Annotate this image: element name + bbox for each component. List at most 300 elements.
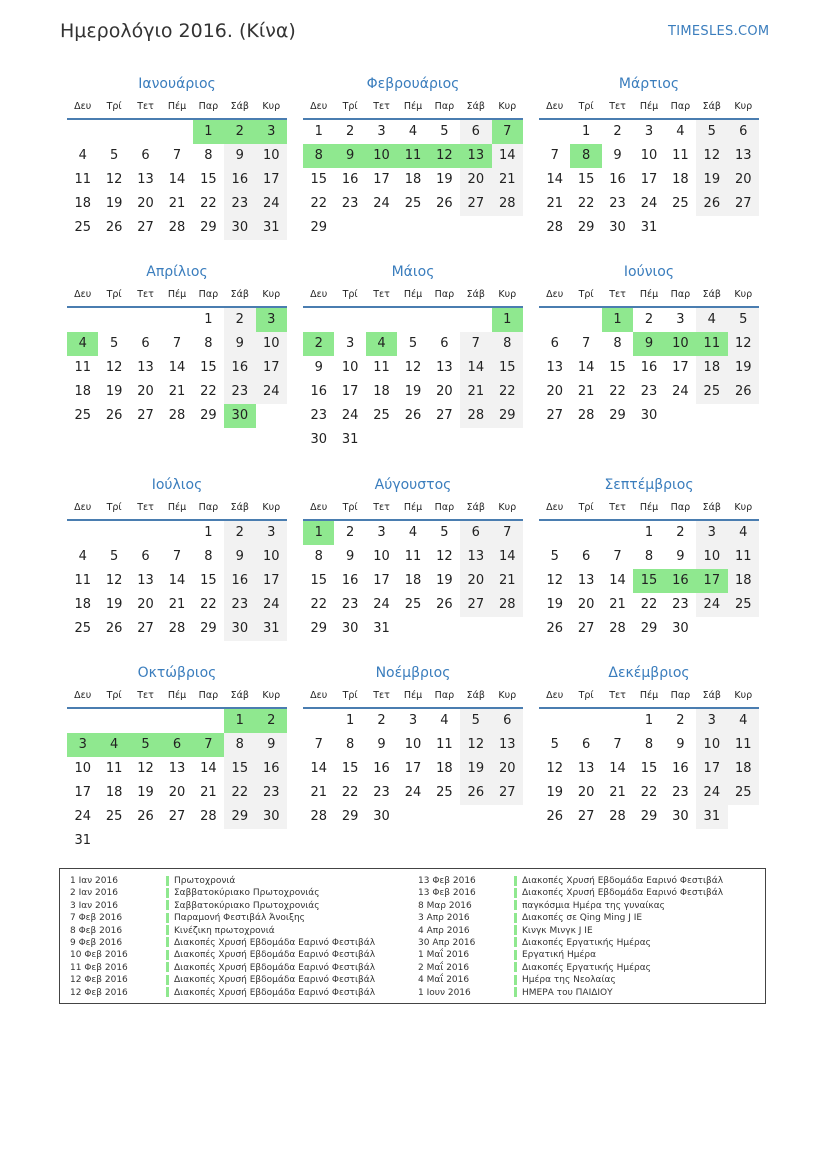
month-4 [67, 260, 287, 428]
day-cell: 12 [460, 733, 491, 757]
day-grid [539, 308, 759, 428]
day-cell: 22 [224, 781, 255, 805]
weekday-label: Σάβ [466, 289, 485, 300]
legend-date: 13 Φεβ 2016 [418, 888, 476, 899]
day-cell: 18 [436, 761, 453, 776]
day-cell: 29 [640, 621, 658, 636]
legend-holiday-name: Σαββατοκύριακο Πρωτοχρονιάς [174, 900, 320, 911]
weekday-label: Τετ [373, 289, 390, 300]
legend-row [418, 912, 723, 924]
day-cell: 4 [98, 733, 129, 757]
holiday-marker [166, 925, 169, 935]
legend-date: 13 Φεβ 2016 [418, 876, 476, 886]
day-cell: 8 [644, 549, 654, 564]
weekday-label: Παρ [434, 101, 455, 112]
day-cell: 4 [408, 124, 418, 139]
page-title: Ημερολόγιο 2016. (Κίνα) [60, 20, 296, 42]
day-cell: 23 [256, 781, 287, 805]
day-cell: 1 [204, 312, 213, 327]
day-cell: 10 [696, 545, 727, 569]
weekday-label: Σάβ [466, 101, 485, 112]
holiday-marker [514, 913, 517, 923]
day-cell: 27 [577, 809, 595, 824]
day-cell: 7 [193, 733, 224, 757]
day-cell: 26 [728, 380, 759, 404]
day-cell: 30 [672, 621, 689, 636]
day-cell: 20 [728, 168, 759, 192]
brand-link[interactable]: TIMESLES.COM [668, 24, 770, 39]
day-cell: 28 [168, 220, 186, 235]
legend-row [70, 987, 375, 999]
day-cell: 3 [377, 525, 386, 540]
weekday-label: Τετ [373, 101, 390, 112]
empty-cell [429, 308, 460, 332]
day-cell: 23 [672, 597, 689, 612]
day-cell: 22 [200, 597, 217, 612]
day-cell: 14 [609, 761, 626, 776]
day-cell: 7 [550, 148, 559, 163]
day-cell: 8 [345, 737, 355, 752]
weekday-label: Τετ [373, 690, 390, 701]
holiday-marker [166, 876, 169, 886]
legend-date: 12 Φεβ 2016 [70, 987, 128, 998]
weekday-label: Τρί [106, 502, 122, 513]
day-cell: 30 [640, 408, 658, 423]
day-cell: 8 [204, 148, 213, 163]
day-cell: 2 [224, 308, 255, 332]
day-cell: 18 [404, 573, 422, 588]
month-1 [67, 72, 287, 240]
day-cell: 14 [492, 144, 523, 168]
weekday-label: Σάβ [230, 289, 249, 300]
legend-holiday-name: παγκόσμια Ημέρα της γυναίκας [522, 900, 665, 911]
legend-row [418, 937, 723, 949]
day-grid [67, 709, 287, 853]
legend-row [418, 887, 723, 899]
weekday-label: Δευ [310, 502, 328, 513]
day-cell: 21 [168, 196, 186, 211]
day-cell: 28 [492, 192, 523, 216]
day-cell: 31 [640, 220, 658, 235]
day-cell: 18 [105, 785, 123, 800]
weekday-label: Πέμ [639, 289, 659, 300]
day-cell: 1 [492, 308, 523, 332]
weekday-label: Τρί [578, 690, 594, 701]
weekday-label: Κυρ [498, 690, 517, 701]
day-grid [303, 308, 523, 452]
weekday-header [67, 284, 287, 308]
day-cell: 29 [310, 621, 327, 636]
day-cell: 21 [609, 597, 626, 612]
legend-row [70, 912, 375, 924]
day-cell: 5 [440, 124, 449, 139]
month-3 [539, 72, 759, 240]
weekday-label: Τρί [342, 502, 358, 513]
empty-cell [303, 308, 334, 332]
day-cell: 14 [609, 573, 626, 588]
weekday-header [539, 96, 759, 120]
day-cell: 15 [310, 573, 327, 588]
day-grid [539, 709, 759, 829]
day-cell: 18 [728, 757, 759, 781]
weekday-label: Παρ [198, 690, 219, 701]
day-cell: 14 [168, 573, 186, 588]
day-cell: 7 [172, 549, 182, 564]
month-6 [539, 260, 759, 428]
day-cell: 12 [546, 573, 563, 588]
weekday-label: Πέμ [167, 289, 187, 300]
weekday-label: Πέμ [639, 502, 659, 513]
day-cell: 22 [577, 196, 595, 211]
weekday-header [67, 685, 287, 709]
day-cell: 17 [256, 356, 287, 380]
day-cell: 6 [550, 336, 559, 351]
day-cell: 29 [224, 805, 255, 829]
day-cell: 21 [492, 168, 523, 192]
day-cell: 3 [256, 120, 287, 144]
day-cell: 2 [303, 332, 334, 356]
day-cell: 6 [161, 733, 192, 757]
day-cell: 19 [460, 757, 491, 781]
day-cell: 15 [200, 172, 217, 187]
day-cell: 24 [256, 593, 287, 617]
day-cell: 9 [256, 733, 287, 757]
legend-holiday-name: Παραμονή Φεστιβάλ Άνοιξης [174, 913, 305, 924]
empty-cell [161, 709, 192, 733]
day-cell: 18 [74, 597, 91, 612]
day-cell: 27 [137, 621, 154, 636]
day-cell: 14 [577, 360, 595, 375]
day-cell: 10 [74, 761, 91, 776]
day-cell: 9 [224, 144, 255, 168]
day-cell: 26 [546, 621, 563, 636]
day-cell: 1 [204, 525, 213, 540]
legend-row [418, 949, 723, 961]
day-cell: 19 [436, 573, 453, 588]
weekday-header [539, 284, 759, 308]
legend-holiday-name: Διακοπές Χρυσή Εβδομάδα Εαρινό Φεστιβάλ [522, 888, 724, 899]
day-cell: 6 [581, 549, 591, 564]
empty-cell [539, 709, 570, 733]
day-cell: 7 [581, 336, 591, 351]
day-cell: 2 [345, 525, 355, 540]
day-cell: 4 [676, 124, 685, 139]
day-cell: 1 [644, 713, 654, 728]
day-cell: 6 [492, 709, 523, 733]
day-cell: 25 [404, 597, 422, 612]
day-cell: 23 [224, 380, 255, 404]
day-cell: 12 [546, 761, 563, 776]
day-cell: 31 [696, 805, 727, 829]
month-12 [539, 661, 759, 829]
day-cell: 16 [373, 761, 390, 776]
day-cell: 5 [109, 336, 119, 351]
day-cell: 24 [640, 196, 658, 211]
day-cell: 24 [256, 192, 287, 216]
month-7 [67, 473, 287, 641]
legend-date: 1 Ιαν 2016 [70, 876, 118, 886]
day-cell: 12 [404, 360, 422, 375]
day-cell: 29 [200, 408, 217, 423]
empty-cell [303, 709, 334, 733]
day-cell: 16 [256, 757, 287, 781]
day-cell: 11 [436, 737, 453, 752]
weekday-label: Τετ [373, 502, 390, 513]
day-cell: 16 [224, 168, 255, 192]
day-cell: 15 [609, 360, 626, 375]
day-cell: 13 [137, 172, 154, 187]
day-cell: 1 [644, 525, 654, 540]
day-cell: 27 [137, 220, 154, 235]
legend-holiday-name: Πρωτοχρονιά [174, 876, 236, 886]
day-cell: 22 [200, 384, 217, 399]
empty-cell [130, 120, 161, 144]
day-cell: 24 [672, 384, 689, 399]
day-cell: 25 [696, 380, 727, 404]
day-cell: 17 [74, 785, 91, 800]
month-name: Απρίλιος [146, 264, 208, 280]
legend-holiday-name: Διακοπές Χρυσή Εβδομάδα Εαρινό Φεστιβάλ [522, 876, 724, 886]
day-cell: 10 [341, 360, 359, 375]
day-cell: 19 [546, 785, 563, 800]
weekday-label: Κυρ [262, 690, 281, 701]
day-cell: 24 [696, 781, 727, 805]
day-cell: 18 [672, 172, 689, 187]
day-cell: 11 [74, 172, 91, 187]
day-cell: 13 [728, 144, 759, 168]
day-cell: 12 [105, 172, 123, 187]
day-cell: 18 [696, 356, 727, 380]
day-cell: 20 [436, 384, 453, 399]
legend-holiday-name: Διακοπές Εργατικής Ημέρας [522, 937, 651, 948]
month-9 [539, 473, 759, 641]
day-cell: 24 [373, 196, 390, 211]
day-cell: 8 [613, 336, 622, 351]
day-cell: 5 [460, 709, 491, 733]
day-cell: 21 [310, 785, 327, 800]
legend-row [70, 875, 375, 887]
day-cell: 19 [436, 172, 453, 187]
weekday-label: Πέμ [167, 690, 187, 701]
legend-row [70, 974, 375, 986]
legend-date: 9 Φεβ 2016 [70, 937, 123, 948]
day-cell: 1 [303, 521, 334, 545]
day-cell: 17 [672, 360, 689, 375]
weekday-label: Δευ [546, 502, 564, 513]
day-grid [67, 120, 287, 240]
weekday-label: Τετ [137, 502, 154, 513]
day-cell: 30 [373, 809, 390, 824]
month-name: Μάρτιος [618, 76, 680, 92]
day-cell: 3 [256, 308, 287, 332]
weekday-label: Δευ [546, 690, 564, 701]
day-cell: 25 [672, 196, 689, 211]
day-cell: 22 [640, 785, 658, 800]
day-cell: 1 [314, 124, 323, 139]
day-cell: 14 [200, 761, 217, 776]
weekday-label: Δευ [310, 289, 328, 300]
day-cell: 25 [105, 809, 123, 824]
legend-date: 11 Φεβ 2016 [70, 962, 128, 973]
day-cell: 4 [408, 525, 418, 540]
legend-holiday-name: ΗΜΕΡΑ του ΠΑΙΔΙΟΥ [522, 987, 613, 998]
weekday-header [303, 685, 523, 709]
weekday-label: Κυρ [498, 289, 517, 300]
day-cell: 22 [310, 597, 327, 612]
weekday-label: Πέμ [639, 690, 659, 701]
weekday-label: Παρ [434, 289, 455, 300]
day-cell: 24 [74, 809, 91, 824]
legend-holiday-name: Διακοπές Χρυσή Εβδομάδα Εαρινό Φεστιβάλ [174, 987, 376, 998]
day-cell: 20 [137, 384, 154, 399]
weekday-label: Παρ [198, 289, 219, 300]
day-cell: 27 [460, 593, 491, 617]
day-cell: 28 [168, 408, 186, 423]
day-cell: 11 [672, 148, 689, 163]
day-cell: 5 [550, 549, 559, 564]
day-cell: 28 [310, 809, 327, 824]
day-cell: 19 [404, 384, 422, 399]
day-cell: 9 [613, 148, 622, 163]
day-cell: 25 [728, 781, 759, 805]
weekday-label: Τρί [106, 690, 122, 701]
day-cell: 8 [314, 549, 323, 564]
day-cell: 25 [728, 593, 759, 617]
legend-holiday-name: Διακοπές Χρυσή Εβδομάδα Εαρινό Φεστιβάλ [174, 975, 376, 986]
day-cell: 26 [546, 809, 563, 824]
weekday-label: Τετ [137, 690, 154, 701]
legend-date: 1 Μαΐ 2016 [418, 950, 470, 961]
day-cell: 20 [460, 569, 491, 593]
day-cell: 17 [256, 168, 287, 192]
day-cell: 29 [640, 809, 658, 824]
weekday-label: Σάβ [702, 690, 721, 701]
day-cell: 1 [345, 713, 355, 728]
day-cell: 28 [492, 593, 523, 617]
day-cell: 3 [256, 521, 287, 545]
weekday-label: Δευ [310, 101, 328, 112]
day-cell: 31 [341, 432, 359, 447]
day-cell: 7 [172, 336, 182, 351]
day-cell: 11 [74, 360, 91, 375]
day-cell: 29 [577, 220, 595, 235]
weekday-label: Κυρ [734, 101, 753, 112]
day-cell: 16 [224, 356, 255, 380]
day-cell: 23 [609, 196, 626, 211]
day-cell: 30 [256, 805, 287, 829]
day-cell: 30 [224, 216, 255, 240]
day-cell: 5 [696, 120, 727, 144]
month-name: Δεκέμβριος [608, 665, 690, 681]
empty-cell [570, 709, 601, 733]
day-cell: 19 [137, 785, 154, 800]
day-cell: 12 [429, 144, 460, 168]
day-cell: 19 [728, 356, 759, 380]
day-cell: 21 [492, 569, 523, 593]
day-cell: 10 [696, 733, 727, 757]
day-cell: 9 [224, 545, 255, 569]
day-cell: 3 [67, 733, 98, 757]
day-cell: 5 [130, 733, 161, 757]
legend-holiday-name: Κινγκ Μινγκ J IE [522, 925, 593, 936]
day-cell: 7 [172, 148, 182, 163]
day-cell: 29 [492, 404, 523, 428]
holiday-marker [166, 900, 169, 910]
weekday-label: Κυρ [734, 289, 753, 300]
weekday-label: Παρ [670, 690, 691, 701]
holiday-marker [514, 937, 517, 947]
day-cell: 22 [200, 196, 217, 211]
day-cell: 24 [256, 380, 287, 404]
day-cell: 13 [137, 573, 154, 588]
weekday-header [539, 497, 759, 521]
day-cell: 20 [460, 168, 491, 192]
day-cell: 25 [74, 621, 91, 636]
day-cell: 3 [676, 312, 685, 327]
day-cell: 2 [644, 312, 654, 327]
weekday-label: Παρ [434, 690, 455, 701]
empty-cell [130, 308, 161, 332]
day-cell: 16 [341, 573, 359, 588]
weekday-label: Κυρ [262, 101, 281, 112]
legend-holiday-name: Εργατική Ημέρα [522, 950, 596, 961]
day-cell: 8 [204, 549, 213, 564]
legend-row [70, 900, 375, 912]
day-cell: 15 [200, 360, 217, 375]
day-cell: 20 [137, 196, 154, 211]
weekday-label: Πέμ [403, 101, 423, 112]
weekday-label: Δευ [74, 101, 92, 112]
day-cell: 20 [577, 597, 595, 612]
day-cell: 1 [224, 709, 255, 733]
day-cell: 21 [200, 785, 217, 800]
day-cell: 28 [609, 809, 626, 824]
day-cell: 2 [224, 521, 255, 545]
day-cell: 30 [609, 220, 626, 235]
weekday-label: Δευ [74, 502, 92, 513]
month-name: Φεβρουάριος [366, 76, 460, 92]
day-cell: 22 [310, 196, 327, 211]
empty-cell [161, 521, 192, 545]
empty-cell [98, 120, 129, 144]
day-cell: 17 [373, 573, 390, 588]
holiday-marker [166, 937, 169, 947]
day-cell: 8 [204, 336, 213, 351]
weekday-label: Σάβ [702, 289, 721, 300]
day-cell: 12 [137, 761, 154, 776]
day-cell: 26 [460, 781, 491, 805]
day-cell: 10 [404, 737, 422, 752]
day-cell: 13 [546, 360, 563, 375]
weekday-label: Τετ [609, 289, 626, 300]
weekday-label: Τρί [578, 289, 594, 300]
day-cell: 15 [640, 761, 658, 776]
day-cell: 20 [168, 785, 186, 800]
day-cell: 17 [696, 569, 727, 593]
month-name: Ιανουάριος [138, 76, 216, 92]
legend-row [70, 887, 375, 899]
weekday-label: Σάβ [466, 690, 485, 701]
day-cell: 26 [436, 597, 453, 612]
day-cell: 19 [105, 196, 123, 211]
legend-date: 30 Απρ 2016 [418, 937, 476, 948]
legend-holiday-name: Διακοπές Χρυσή Εβδομάδα Εαρινό Φεστιβάλ [174, 937, 376, 948]
legend-date: 2 Ιαν 2016 [70, 888, 118, 899]
day-cell: 17 [404, 761, 422, 776]
empty-cell [539, 308, 570, 332]
empty-cell [539, 521, 570, 545]
day-cell: 22 [492, 380, 523, 404]
